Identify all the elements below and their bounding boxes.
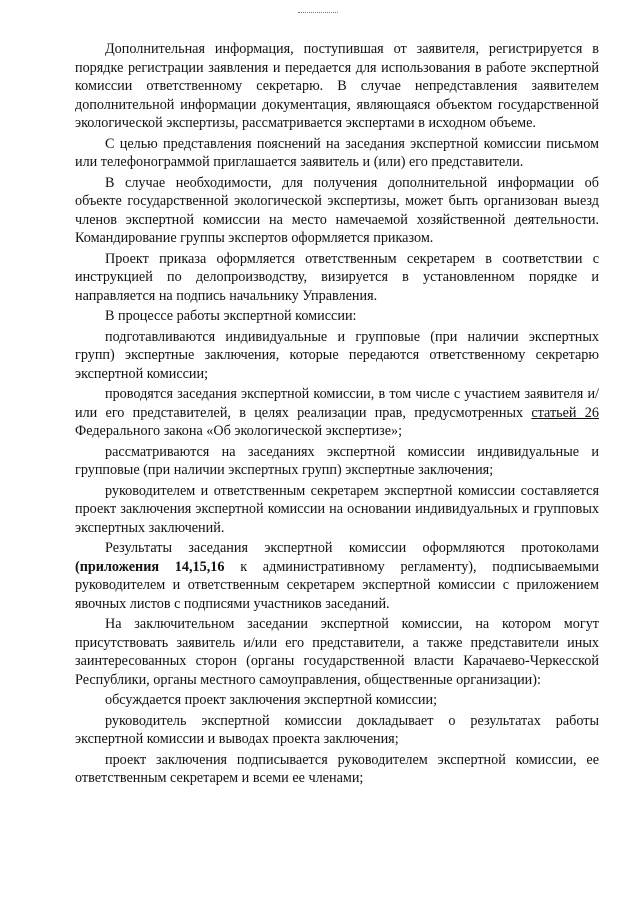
meetings-text-end: Федерального закона «Об экологической экспертизе»; xyxy=(75,423,403,439)
paragraph-order-draft: Проект приказа оформляется ответственным секретарем в соответствии с инструкцией по делопроизводству, визируется в установленном порядке и направляется на подпись начальнику Управления. xyxy=(75,250,599,304)
paragraph-review-conclusions: рассматриваются на заседаниях экспертной комиссии индивидуальные и групповые (при наличии экспертных групп) экспертные заключения; xyxy=(75,443,599,478)
protocols-text-end: к административному регламенту), подписываемыми руководителем и ответственным секретарем экспертной комиссии с приложением явочных листов с подписями участников заседаний. xyxy=(75,558,599,612)
meetings-text-start: проводятся заседания экспертной комиссии, в том числе с участием заявителя и/или его представителей, в целях реализации прав, предусмотренных xyxy=(75,386,599,421)
paragraph-report: руководитель экспертной комиссии докладывает о результатах работы экспертной комиссии и выводах проекта заключения; xyxy=(75,712,599,747)
protocols-text-start: Результаты заседания экспертной комиссии оформляются протоколами xyxy=(105,540,599,556)
paragraph-signing: проект заключения подписывается руководителем экспертной комиссии, ее ответственным секретарем и всеми ее членами; xyxy=(75,751,599,786)
paragraph-final-meeting: На заключительном заседании экспертной комиссии, на котором могут присутствовать заявитель и/или его представители, а также представители иных заинтересованных сторон (органы государственной власти Карачаево-Черкесской Республики, органы местного самоуправления, общественные организации): xyxy=(75,616,599,688)
paragraph-prepare-conclusions: подготавливаются индивидуальные и групповые (при наличии экспертных групп) экспертные заключения, которые передаются ответственному секретарю экспертной комиссии; xyxy=(75,328,599,382)
paragraph-commission-process: В процессе работы экспертной комиссии: xyxy=(105,308,357,324)
paragraph-discussion: обсуждается проект заключения экспертной комиссии; xyxy=(105,692,438,708)
paragraph-draft-conclusion: руководителем и ответственным секретарем экспертной комиссии составляется проект заключения экспертной комиссии на основании индивидуальных и групповых экспертных заключений. xyxy=(75,482,599,536)
appendix-reference: (приложения 14,15,16 xyxy=(75,558,225,575)
paragraph-invitation: С целью представления пояснений на заседания экспертной комиссии письмом или телефонограммой приглашается заявитель и (или) его представители. xyxy=(75,135,599,170)
article-26-link[interactable]: статьей 26 xyxy=(531,404,599,421)
paragraph-protocols xyxy=(75,539,599,613)
document-body xyxy=(75,40,599,790)
scan-speck xyxy=(298,12,338,15)
paragraph-meetings xyxy=(75,385,599,441)
paragraph-site-visit: В случае необходимости, для получения дополнительной информации об объекте государственной экологической экспертизы, может быть организован выезд членов экспертной комиссии на место намечаемой хозяйственной деятельности. Командирование группы экспертов оформляется приказом. xyxy=(75,174,599,246)
paragraph-additional-info: Дополнительная информация, поступившая от заявителя, регистрируется в порядке регистрации заявления и передается для использования в работе экспертной комиссии ответственному секретарю. В случае непредставления заявителем дополнительной информации документация, являющаяся объектом государственной экологической экспертизы, рассматривается экспертами в исходном объеме. xyxy=(75,41,599,131)
